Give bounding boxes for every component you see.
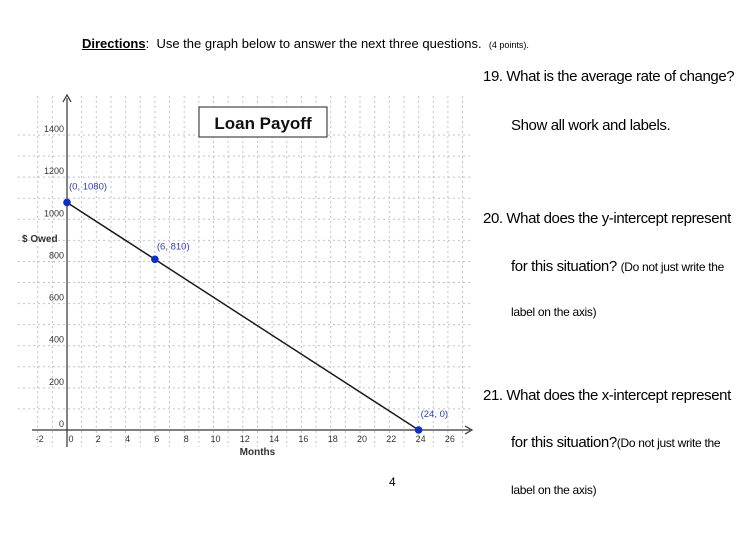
directions-label: Directions [82, 36, 146, 51]
x-tick-label: 10 [210, 434, 221, 444]
y-tick-label: 1400 [43, 124, 64, 135]
question-21-line2-text: for this situation? [511, 434, 617, 451]
question-19-text: 19. What is the average rate of change? [483, 68, 735, 85]
x-tick-label: 20 [356, 434, 368, 444]
directions-text [82, 36, 529, 51]
x-tick-label: 22 [386, 434, 397, 444]
y-tick-label: 200 [48, 376, 64, 387]
question-20-line2 [511, 258, 724, 275]
question-20 [483, 210, 731, 227]
x-tick-label: 26 [444, 434, 455, 444]
question-20-text: 20. What does the y-intercept represent [483, 210, 731, 227]
question-20-line2-text: for this situation? [511, 258, 617, 275]
question-19-instruction [511, 117, 670, 134]
data-point [415, 426, 423, 434]
y-tick-label: 600 [48, 292, 64, 303]
x-tick-label: 12 [239, 434, 250, 444]
question-20-note: (Do not just write the [620, 260, 725, 274]
y-tick-label: 400 [48, 334, 64, 345]
directions-points: (4 points). [488, 40, 529, 50]
directions-colon: : [145, 36, 150, 51]
x-tick-label: 14 [269, 434, 280, 444]
y-tick-label: 0 [58, 419, 64, 429]
question-20-line3 [511, 303, 596, 320]
x-tick-label: 2 [95, 434, 101, 444]
question-21 [483, 387, 731, 404]
x-tick-label: 8 [183, 434, 189, 444]
x-tick-label: -2 [35, 434, 44, 444]
data-point-label: (6, 810) [156, 241, 190, 253]
x-tick-label: 4 [125, 434, 131, 444]
chart-title: Loan Payoff [214, 114, 312, 133]
data-point-label: (0, 1080) [69, 181, 108, 193]
question-20-line3-text: label on the axis) [511, 305, 597, 319]
x-tick-label: 6 [154, 434, 160, 444]
x-tick-label: 24 [415, 434, 426, 444]
question-21-line2 [511, 434, 720, 451]
directions-body: Use the graph below to answer the next three questions. [156, 36, 482, 51]
question-19-line2: Show all work and labels. [511, 117, 671, 134]
y-tick-label: 1200 [43, 166, 64, 177]
x-tick-label: 16 [298, 434, 309, 444]
y-tick-label: 800 [48, 250, 64, 261]
data-point [151, 256, 159, 264]
page-number: 4 [389, 475, 396, 489]
x-tick-label: 18 [327, 434, 338, 444]
y-axis-label: $ Owed [22, 234, 58, 245]
y-tick-label: 1000 [43, 208, 64, 219]
question-21-note: (Do not just write the [616, 436, 721, 450]
question-21-text: 21. What does the x-intercept represent [483, 387, 731, 404]
data-point-label: (24, 0) [420, 409, 449, 420]
question-19 [483, 68, 734, 85]
loan-payoff-chart [0, 90, 480, 470]
question-21-line3-text: label on the axis) [511, 483, 597, 497]
data-point [63, 199, 71, 207]
x-tick-label: 0 [68, 434, 74, 444]
x-axis-label: Months [239, 447, 276, 458]
question-21-line3 [511, 481, 596, 498]
